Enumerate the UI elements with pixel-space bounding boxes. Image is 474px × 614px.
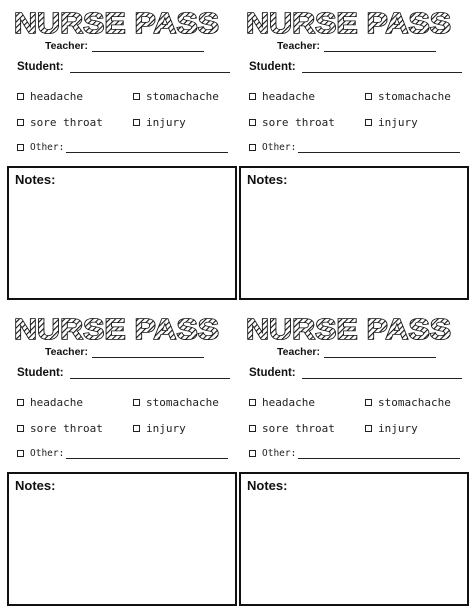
other-label: Other:	[30, 448, 65, 459]
teacher-label: Teacher:	[277, 40, 320, 52]
teacher-write-line[interactable]	[324, 41, 436, 52]
student-write-line[interactable]	[302, 60, 462, 73]
nurse-pass-card	[239, 2, 469, 302]
headache-checkbox[interactable]	[17, 93, 24, 100]
student-write-line[interactable]	[70, 366, 230, 379]
teacher-field	[45, 40, 204, 52]
notes-box[interactable]	[7, 166, 237, 300]
student-label: Student:	[249, 367, 296, 379]
stomachache-option	[133, 90, 219, 103]
title-art	[7, 308, 237, 348]
stomachache-label: stomachache	[378, 396, 451, 409]
teacher-field	[277, 346, 436, 358]
student-write-line[interactable]	[302, 366, 462, 379]
sore-throat-label: sore throat	[30, 116, 103, 129]
other-option	[17, 448, 228, 459]
sore-throat-option	[17, 116, 103, 129]
student-label: Student:	[17, 367, 64, 379]
stomachache-checkbox[interactable]	[365, 399, 372, 406]
injury-label: injury	[378, 116, 418, 129]
injury-label: injury	[146, 116, 186, 129]
student-label: Student:	[17, 61, 64, 73]
other-label: Other:	[30, 142, 65, 153]
teacher-field	[277, 40, 436, 52]
sore-throat-option	[249, 422, 335, 435]
headache-label: headache	[262, 396, 315, 409]
student-field	[249, 60, 462, 73]
teacher-write-line[interactable]	[92, 347, 204, 358]
other-write-line[interactable]	[298, 448, 460, 459]
notes-label: Notes:	[15, 478, 56, 493]
sore-throat-checkbox[interactable]	[17, 425, 24, 432]
headache-option	[249, 396, 315, 409]
injury-option	[365, 422, 418, 435]
teacher-write-line[interactable]	[92, 41, 204, 52]
stomachache-option	[365, 90, 451, 103]
headache-label: headache	[30, 90, 83, 103]
injury-checkbox[interactable]	[133, 425, 140, 432]
sore-throat-label: sore throat	[262, 116, 335, 129]
sore-throat-option	[249, 116, 335, 129]
sore-throat-checkbox[interactable]	[249, 119, 256, 126]
teacher-write-line[interactable]	[324, 347, 436, 358]
teacher-label: Teacher:	[45, 346, 88, 358]
notes-label: Notes:	[15, 172, 56, 187]
student-field	[249, 366, 462, 379]
sore-throat-checkbox[interactable]	[17, 119, 24, 126]
sore-throat-label: sore throat	[30, 422, 103, 435]
notes-box[interactable]	[7, 472, 237, 606]
headache-option	[249, 90, 315, 103]
injury-checkbox[interactable]	[365, 425, 372, 432]
other-checkbox[interactable]	[249, 144, 256, 151]
injury-checkbox[interactable]	[133, 119, 140, 126]
pass-title	[7, 308, 237, 348]
pass-title-text: NURSE PASS	[246, 314, 451, 346]
headache-option	[17, 90, 83, 103]
stomachache-option	[365, 396, 451, 409]
other-write-line[interactable]	[66, 142, 228, 153]
other-option	[17, 142, 228, 153]
headache-checkbox[interactable]	[17, 399, 24, 406]
other-label: Other:	[262, 142, 297, 153]
headache-label: headache	[262, 90, 315, 103]
stomachache-checkbox[interactable]	[133, 399, 140, 406]
title-art	[239, 308, 469, 348]
other-option	[249, 448, 460, 459]
headache-checkbox[interactable]	[249, 93, 256, 100]
pass-title-text: NURSE PASS	[14, 8, 219, 40]
notes-label: Notes:	[247, 172, 288, 187]
teacher-label: Teacher:	[45, 40, 88, 52]
pass-title	[239, 308, 469, 348]
student-write-line[interactable]	[70, 60, 230, 73]
stomachache-label: stomachache	[378, 90, 451, 103]
nurse-pass-card	[239, 308, 469, 608]
other-checkbox[interactable]	[17, 450, 24, 457]
teacher-field	[45, 346, 204, 358]
notes-box[interactable]	[239, 166, 469, 300]
other-write-line[interactable]	[298, 142, 460, 153]
pass-title-text: NURSE PASS	[14, 314, 219, 346]
stomachache-checkbox[interactable]	[365, 93, 372, 100]
stomachache-label: stomachache	[146, 396, 219, 409]
injury-option	[133, 116, 186, 129]
sore-throat-label: sore throat	[262, 422, 335, 435]
injury-checkbox[interactable]	[365, 119, 372, 126]
other-option	[249, 142, 460, 153]
student-field	[17, 60, 230, 73]
nurse-pass-card	[7, 308, 237, 608]
notes-label: Notes:	[247, 478, 288, 493]
nurse-pass-card	[7, 2, 237, 302]
student-field	[17, 366, 230, 379]
stomachache-label: stomachache	[146, 90, 219, 103]
other-checkbox[interactable]	[249, 450, 256, 457]
injury-label: injury	[378, 422, 418, 435]
headache-checkbox[interactable]	[249, 399, 256, 406]
stomachache-option	[133, 396, 219, 409]
injury-option	[365, 116, 418, 129]
title-art	[239, 2, 469, 42]
other-write-line[interactable]	[66, 448, 228, 459]
headache-label: headache	[30, 396, 83, 409]
title-art	[7, 2, 237, 42]
sore-throat-checkbox[interactable]	[249, 425, 256, 432]
pass-title-text: NURSE PASS	[246, 8, 451, 40]
headache-option	[17, 396, 83, 409]
notes-box[interactable]	[239, 472, 469, 606]
pass-title	[7, 2, 237, 42]
teacher-label: Teacher:	[277, 346, 320, 358]
other-checkbox[interactable]	[17, 144, 24, 151]
injury-option	[133, 422, 186, 435]
student-label: Student:	[249, 61, 296, 73]
injury-label: injury	[146, 422, 186, 435]
sore-throat-option	[17, 422, 103, 435]
pass-title	[239, 2, 469, 42]
other-label: Other:	[262, 448, 297, 459]
stomachache-checkbox[interactable]	[133, 93, 140, 100]
